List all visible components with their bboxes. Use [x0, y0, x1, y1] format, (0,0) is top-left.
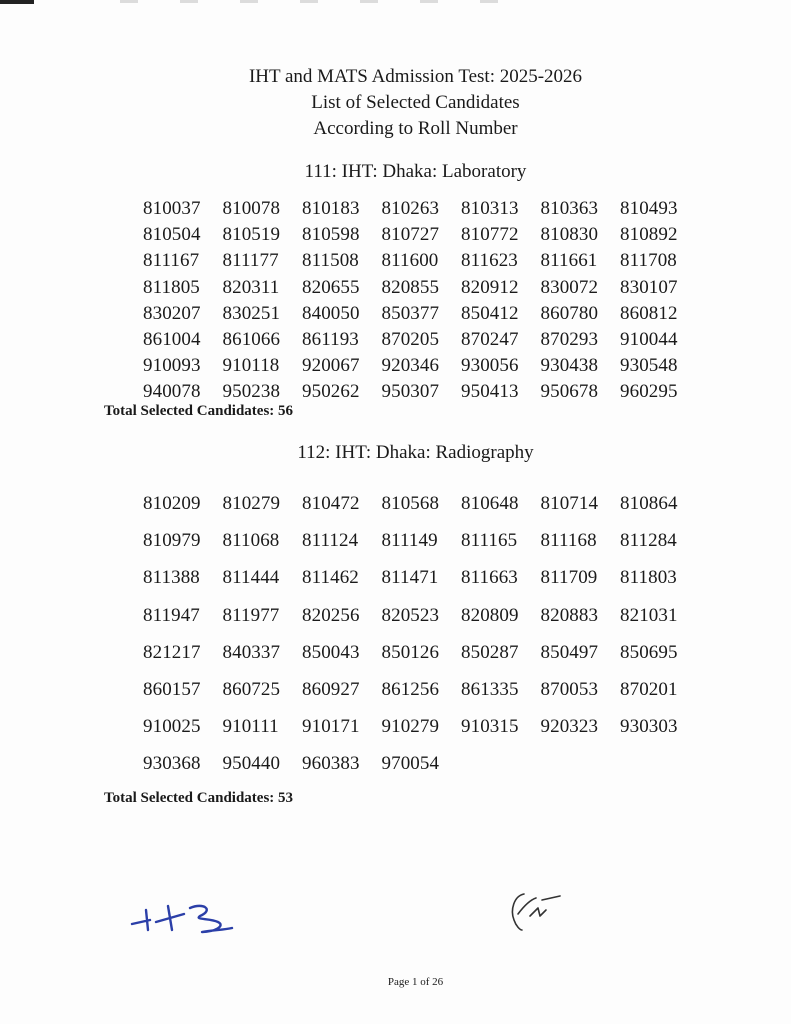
roll-number: 811663 [461, 567, 518, 589]
document-title: IHT and MATS Admission Test: 2025-2026 [248, 66, 583, 87]
roll-number: 830072 [540, 276, 599, 298]
roll-number: 950678 [540, 381, 599, 403]
roll-number: 811149 [381, 530, 438, 552]
roll-number: 811284 [620, 530, 677, 552]
roll-number: 861004 [143, 328, 201, 350]
roll-number: 811708 [620, 250, 677, 272]
roll-number: 810493 [620, 198, 678, 219]
roll-number: 810892 [620, 224, 678, 246]
roll-number: 811165 [461, 530, 518, 552]
roll-row [143, 222, 703, 248]
roll-number: 930303 [620, 716, 678, 738]
roll-number: 840337 [222, 641, 281, 663]
roll-number: 811388 [143, 567, 200, 589]
roll-number: 820855 [381, 276, 440, 298]
roll-number: 870247 [461, 328, 519, 350]
roll-number: 821031 [620, 604, 678, 626]
roll-row [143, 485, 703, 522]
roll-number: 870201 [620, 678, 678, 700]
roll-number: 811805 [143, 276, 200, 298]
roll-number: 910315 [461, 716, 519, 738]
roll-number: 810830 [540, 224, 599, 246]
roll-number: 820523 [381, 604, 440, 626]
roll-number: 830107 [620, 276, 678, 298]
roll-row [143, 275, 703, 301]
roll-number: 850287 [461, 641, 519, 663]
roll-number: 810363 [540, 198, 599, 219]
signature-right [506, 886, 576, 936]
section-title-radiography: 112: IHT: Dhaka: Radiography [297, 442, 534, 463]
roll-number: 810598 [302, 224, 360, 246]
roll-number: 910093 [143, 355, 201, 377]
roll-number: 811177 [222, 250, 279, 272]
roll-number: 810504 [143, 224, 201, 246]
roll-number: 850497 [540, 641, 599, 663]
roll-number: 950307 [381, 381, 440, 403]
roll-number: 811709 [540, 567, 598, 589]
roll-row [143, 196, 703, 222]
roll-number: 810209 [143, 493, 201, 514]
roll-number: 810519 [222, 224, 281, 246]
roll-number: 850043 [302, 641, 360, 663]
roll-row [143, 597, 703, 634]
roll-number: 930438 [540, 355, 599, 377]
roll-number: 920323 [540, 716, 599, 738]
roll-number: 811803 [620, 567, 677, 589]
roll-number: 860725 [222, 678, 281, 700]
total-selected-radiography: Total Selected Candidates: 53 [104, 790, 294, 806]
roll-number: 810864 [620, 493, 678, 514]
roll-number: 861193 [302, 328, 359, 350]
roll-number: 811068 [222, 530, 280, 552]
roll-number: 860812 [620, 302, 678, 324]
roll-number: 870293 [540, 328, 599, 350]
roll-number: 820809 [461, 604, 519, 626]
roll-number: 820311 [222, 276, 280, 298]
roll-number: 920346 [381, 355, 440, 377]
roll-number: 811167 [143, 250, 200, 272]
roll-row [143, 353, 703, 379]
scan-corner-mark [0, 0, 34, 4]
roll-number: 810263 [381, 198, 440, 219]
roll-number: 811947 [143, 604, 200, 626]
roll-number: 811444 [222, 567, 280, 589]
roll-number: 910044 [620, 328, 678, 350]
roll-row [143, 522, 703, 559]
roll-number: 840050 [302, 302, 360, 324]
roll-number: 850126 [381, 641, 440, 663]
roll-number: 861066 [222, 328, 281, 350]
roll-number: 850377 [381, 302, 440, 324]
roll-number: 810183 [302, 198, 360, 219]
scan-top-smudge [120, 0, 540, 3]
roll-grid-laboratory [143, 196, 703, 406]
roll-number: 860780 [540, 302, 599, 324]
roll-number: 820256 [302, 604, 360, 626]
roll-row [143, 634, 703, 671]
roll-number: 811124 [302, 530, 359, 552]
roll-number: 811168 [540, 530, 597, 552]
roll-number: 811600 [381, 250, 439, 272]
roll-number: 810313 [461, 198, 519, 219]
roll-number: 810037 [143, 198, 201, 219]
section-title-laboratory: 111: IHT: Dhaka: Laboratory [304, 161, 527, 182]
roll-number: 810727 [381, 224, 440, 246]
roll-row [143, 301, 703, 327]
roll-number: 821217 [143, 641, 201, 663]
roll-number: 870205 [381, 328, 440, 350]
roll-number: 830251 [222, 302, 281, 324]
roll-number: 950440 [222, 753, 281, 775]
roll-number: 910171 [302, 716, 360, 738]
roll-number: 810714 [540, 493, 599, 514]
roll-number: 810279 [222, 493, 281, 514]
roll-number: 850412 [461, 302, 519, 324]
roll-number: 860927 [302, 678, 360, 700]
roll-number: 811623 [461, 250, 518, 272]
roll-number: 950413 [461, 381, 519, 403]
roll-number: 811471 [381, 567, 439, 589]
roll-number: 960383 [302, 753, 360, 775]
roll-number: 950262 [302, 381, 360, 403]
signature-left [128, 896, 238, 940]
roll-number: 910111 [222, 716, 279, 738]
roll-number: 930056 [461, 355, 519, 377]
page-number: Page 1 of 26 [387, 976, 444, 988]
roll-number: 930548 [620, 355, 678, 377]
roll-number: 830207 [143, 302, 201, 324]
roll-number: 910118 [222, 355, 280, 377]
total-selected-laboratory: Total Selected Candidates: 56 [104, 403, 294, 419]
roll-number: 811462 [302, 567, 359, 589]
roll-number: 820883 [540, 604, 599, 626]
roll-row [143, 327, 703, 353]
roll-number: 811661 [540, 250, 598, 272]
roll-grid-radiography [143, 485, 703, 783]
roll-number: 861335 [461, 678, 519, 700]
roll-row [143, 671, 703, 708]
roll-number: 850695 [620, 641, 678, 663]
roll-row [143, 708, 703, 745]
roll-number: 811977 [222, 604, 280, 626]
roll-number: 810979 [143, 530, 201, 552]
roll-number: 861256 [381, 678, 440, 700]
document-header [0, 64, 791, 142]
roll-number: 811508 [302, 250, 359, 272]
roll-number: 810078 [222, 198, 281, 219]
roll-row [143, 559, 703, 596]
roll-row [143, 379, 703, 405]
roll-number: 810772 [461, 224, 519, 246]
roll-number: 940078 [143, 381, 201, 403]
roll-number: 920067 [302, 355, 360, 377]
roll-number: 820912 [461, 276, 519, 298]
roll-row [143, 745, 703, 782]
roll-number: 910025 [143, 716, 201, 738]
roll-number: 930368 [143, 753, 201, 775]
roll-number: 810472 [302, 493, 360, 514]
roll-number: 810648 [461, 493, 519, 514]
roll-number: 970054 [381, 753, 440, 775]
roll-number: 810568 [381, 493, 440, 514]
roll-number: 950238 [222, 381, 281, 403]
document-ordering-note: According to Roll Number [313, 118, 518, 139]
roll-number: 960295 [620, 381, 678, 403]
roll-number: 860157 [143, 678, 201, 700]
roll-number: 820655 [302, 276, 360, 298]
roll-number: 910279 [381, 716, 440, 738]
document-subtitle: List of Selected Candidates [311, 92, 520, 113]
roll-row [143, 248, 703, 274]
roll-number: 870053 [540, 678, 599, 700]
